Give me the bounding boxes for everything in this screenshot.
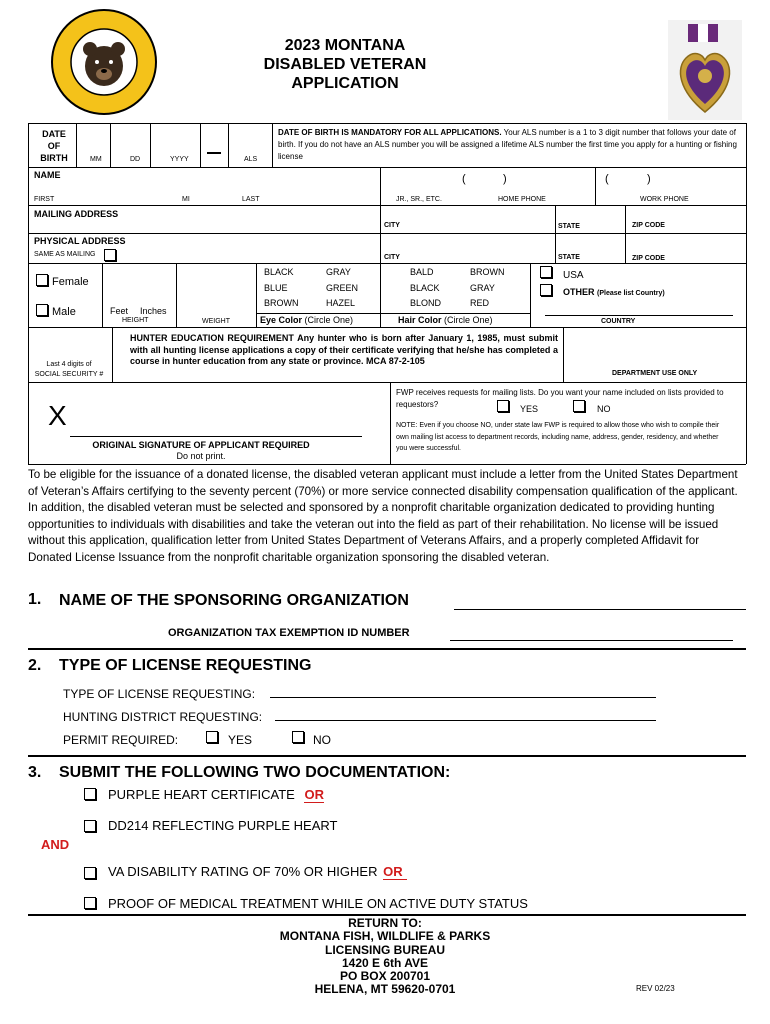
- mailing-list-yes-label: YES: [520, 404, 539, 414]
- dd214-label: DD214 REFLECTING PURPLE HEART: [108, 818, 338, 833]
- permit-yes-label: YES: [228, 733, 253, 747]
- male-checkbox[interactable]: [36, 304, 48, 316]
- dob-label-3: BIRTH: [40, 153, 68, 163]
- medical-treatment-label: PROOF OF MEDICAL TREATMENT WHILE ON ACTIVE DUTY STATUS: [108, 896, 528, 911]
- physical-city-label[interactable]: CITY: [384, 254, 400, 261]
- purple-heart-medal-image: [668, 20, 742, 120]
- dob-mm: MM: [90, 156, 102, 163]
- section1-title: NAME OF THE SPONSORING ORGANIZATION: [59, 592, 409, 609]
- va-rating-label: VA DISABILITY RATING OF 70% OR HIGHER: [108, 864, 378, 879]
- dob-notice-text: Your ALS number is a 1 to 3 digit number that follows your date of birth. If you do not have an ALS number you will be assigned a lifetime ALS number the first time you apply for a hunting or fishing license: [278, 128, 737, 161]
- eye-color-option[interactable]: BROWN: [264, 298, 299, 308]
- title-line3: APPLICATION: [291, 75, 399, 92]
- return-to-line2: MONTANA FISH, WILDLIFE & PARKS: [279, 929, 491, 944]
- mailing-state-label[interactable]: STATE: [558, 223, 580, 230]
- height-feet-label: Feet: [110, 306, 129, 316]
- section2-number: 2.: [28, 657, 42, 674]
- permit-required-label: PERMIT REQUIRED:: [63, 733, 179, 747]
- hunting-district-field[interactable]: [275, 720, 656, 721]
- suffix-label[interactable]: JR., SR., ETC.: [396, 196, 442, 203]
- hair-color-label: Hair Color: [398, 315, 442, 325]
- mailing-list-note: NOTE: Even if you choose NO, under state law FWP is required to allow those who wish to compile their own mailing list access to department records, including name, address, gender, residency, and whether you were successful.: [396, 422, 720, 452]
- other-country-label: OTHER: [563, 287, 595, 297]
- eye-color-option[interactable]: HAZEL: [326, 298, 356, 308]
- male-label: Male: [52, 306, 76, 318]
- ssn-label-2: SOCIAL SECURITY #: [34, 371, 104, 378]
- usa-checkbox[interactable]: [540, 266, 552, 278]
- work-phone-paren-open: (: [605, 173, 609, 185]
- home-phone-label[interactable]: HOME PHONE: [498, 196, 546, 203]
- mailing-address-label[interactable]: MAILING ADDRESS: [34, 209, 119, 219]
- or-label-2: OR: [383, 864, 407, 880]
- hair-color-option[interactable]: BLACK: [410, 282, 440, 293]
- mailing-zip-label[interactable]: ZIP CODE: [632, 222, 665, 229]
- mailing-city-label[interactable]: CITY: [384, 222, 400, 229]
- weight-label[interactable]: WEIGHT: [202, 318, 230, 325]
- same-as-mailing-checkbox[interactable]: [104, 249, 116, 261]
- hunter-ed-title: HUNTER EDUCATION REQUIREMENT: [130, 333, 294, 343]
- dd214-checkbox[interactable]: [84, 820, 96, 832]
- signature-label: ORIGINAL SIGNATURE OF APPLICANT REQUIRED: [92, 440, 310, 450]
- dob-label-1: DATE: [42, 129, 66, 139]
- same-as-mailing-label: SAME AS MAILING: [34, 251, 96, 258]
- eye-color-option[interactable]: BLACK: [264, 267, 294, 277]
- dob-als: ALS: [244, 156, 258, 163]
- signature-x-mark: X: [48, 400, 67, 431]
- permit-yes-checkbox[interactable]: [206, 731, 218, 743]
- physical-state-label[interactable]: STATE: [558, 254, 580, 261]
- signature-line[interactable]: [70, 436, 362, 437]
- mi-label[interactable]: MI: [182, 196, 190, 203]
- mailing-list-no-label: NO: [597, 404, 611, 414]
- hair-color-circle-one: (Circle One): [444, 315, 493, 325]
- mailing-list-no-checkbox[interactable]: [573, 400, 585, 412]
- dob-yyyy: YYYY: [170, 156, 189, 163]
- return-to-line5: PO BOX 200701: [339, 969, 431, 984]
- department-use-only: DEPARTMENT USE ONLY: [612, 370, 698, 377]
- other-country-note: (Please list Country): [597, 290, 665, 297]
- first-name-label[interactable]: FIRST: [34, 196, 55, 203]
- hair-color-option[interactable]: BALD: [410, 267, 434, 277]
- medical-treatment-checkbox[interactable]: [84, 897, 96, 909]
- sponsoring-org-field[interactable]: [454, 609, 746, 610]
- hunting-district-label: HUNTING DISTRICT REQUESTING:: [63, 710, 263, 724]
- work-phone-label[interactable]: WORK PHONE: [640, 196, 689, 203]
- or-label-1: OR: [304, 787, 324, 802]
- name-label: NAME: [34, 170, 61, 180]
- signature-do-not-print: Do not print.: [176, 451, 226, 461]
- title-line2: DISABLED VETERAN: [263, 56, 427, 73]
- height-label[interactable]: HEIGHT: [122, 317, 149, 324]
- va-rating-checkbox[interactable]: [84, 867, 96, 879]
- hair-color-option[interactable]: BLOND: [410, 298, 442, 308]
- physical-zip-label[interactable]: ZIP CODE: [632, 255, 665, 262]
- section1-number: 1.: [28, 591, 42, 608]
- hair-color-option[interactable]: GRAY: [470, 282, 495, 293]
- license-type-field[interactable]: [270, 697, 656, 698]
- eye-color-circle-one: (Circle One): [304, 315, 354, 325]
- country-label[interactable]: COUNTRY: [601, 318, 636, 325]
- permit-no-label: NO: [313, 733, 331, 747]
- other-country-checkbox[interactable]: [540, 284, 552, 296]
- return-to-line3: LICENSING BUREAU: [324, 942, 445, 957]
- eye-color-option[interactable]: GRAY: [326, 267, 351, 277]
- home-phone-paren-open: (: [462, 173, 466, 185]
- permit-no-checkbox[interactable]: [292, 731, 304, 743]
- revision-label: REV 02/23: [636, 984, 675, 993]
- physical-address-label[interactable]: PHYSICAL ADDRESS: [34, 236, 126, 246]
- section3-title: SUBMIT THE FOLLOWING TWO DOCUMENTATION:: [59, 764, 451, 781]
- hunter-ed-text: Any hunter who is born after January 1, 1985, must submit with all hunting license applications a copy of their certificate verifying that he/she has completed a course in hunter education from any state or province. MCA 87-2-105: [130, 333, 558, 366]
- mailing-list-question: FWP receives requests for mailing lists. Do you want your name included on lists provided to requestors?: [396, 388, 724, 409]
- return-to-line6: HELENA, MT 59620-0701: [314, 982, 456, 997]
- work-phone-paren-close: ): [647, 173, 651, 185]
- eye-color-label: Eye Color: [260, 315, 303, 325]
- hair-color-option[interactable]: RED: [470, 298, 490, 308]
- title-line1: 2023 MONTANA: [284, 37, 406, 54]
- purple-heart-cert-checkbox[interactable]: [84, 788, 96, 800]
- dob-dd: DD: [130, 156, 141, 163]
- eligibility-paragraph: To be eligible for the issuance of a donated license, the disabled veteran applicant must include a letter from the United States Department of Veteran’s Affairs certifying to the seventy percent (70%) or more service connected disability compensation qualification of the applicant. In addition, the disabled veteran must be selected and sponsored by a nonprofit charitable organization dedicated to providing hunting opportunities to individuals with disabilities and take the veteran out into the field as part of their rehabilitation. No license will be issued without this application, qualification letter from United States Department of Veterans Affairs, and a properly completed Affidavit for Donated License Issuance from the nonprofit charitable organization sponsoring the disabled veteran.: [28, 468, 738, 564]
- tax-id-label: ORGANIZATION TAX EXEMPTION ID NUMBER: [168, 627, 410, 639]
- eye-color-option[interactable]: GREEN: [326, 282, 359, 293]
- mailing-list-yes-checkbox[interactable]: [497, 400, 509, 412]
- return-to-line4: 1420 E 6th AVE: [341, 955, 429, 970]
- last-name-label[interactable]: LAST: [242, 196, 260, 203]
- fwp-logo: [50, 8, 158, 116]
- license-type-label: TYPE OF LICENSE REQUESTING:: [63, 687, 256, 701]
- usa-label: USA: [563, 270, 584, 281]
- section2-title: TYPE OF LICENSE REQUESTING: [59, 657, 312, 674]
- and-label: AND: [41, 837, 70, 852]
- dob-label-2: OF: [47, 141, 61, 151]
- purple-heart-cert-label: PURPLE HEART CERTIFICATE: [108, 787, 295, 802]
- return-to-line1: RETURN TO:: [348, 916, 422, 930]
- dob-notice-bold: DATE OF BIRTH IS MANDATORY FOR ALL APPLICATIONS.: [278, 128, 502, 137]
- ssn-label-1: Last 4 digits of: [46, 361, 92, 368]
- female-checkbox[interactable]: [36, 274, 48, 286]
- section3-number: 3.: [28, 764, 42, 781]
- female-label: Female: [52, 276, 89, 288]
- tax-id-field[interactable]: [450, 640, 733, 641]
- hair-color-option[interactable]: BROWN: [470, 267, 505, 277]
- home-phone-paren-close: ): [503, 173, 507, 185]
- eye-color-option[interactable]: BLUE: [264, 282, 288, 293]
- height-inches-label: Inches: [140, 306, 167, 316]
